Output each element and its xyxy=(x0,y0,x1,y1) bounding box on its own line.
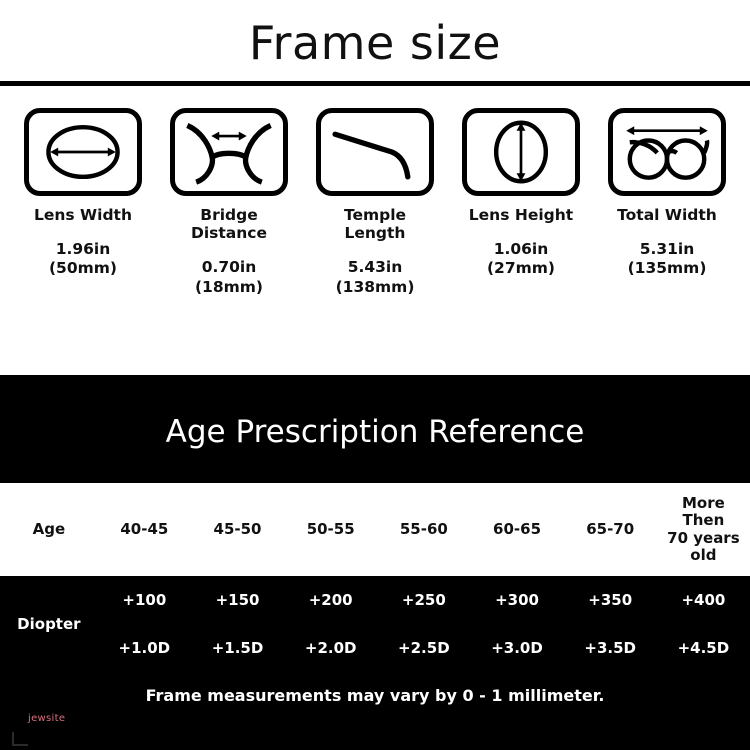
watermark: jewsite xyxy=(28,713,66,724)
diopter-d-cell: +3.5D xyxy=(584,639,636,658)
spec-list xyxy=(0,86,750,297)
header-age-range: 60-65 xyxy=(493,519,542,538)
lens-width-icon xyxy=(24,108,142,196)
spec-value-inches: 1.96in xyxy=(55,239,111,258)
spec-label: Lens Width xyxy=(34,205,132,224)
table-row-diopter-numeric xyxy=(0,576,750,624)
header-age-range: 40-45 xyxy=(120,519,169,538)
diopter-d-cell: +2.5D xyxy=(398,639,450,658)
header-row-label: Age xyxy=(32,519,66,538)
spec-label: Total Width xyxy=(617,205,717,224)
diopter-d-cell: +2.0D xyxy=(304,639,357,658)
header-age-range-last xyxy=(657,483,750,576)
body-row-label: Diopter xyxy=(17,615,81,634)
age-prescription-section xyxy=(0,375,750,750)
spec-label: Lens Height xyxy=(468,205,574,224)
spec-value xyxy=(49,240,117,279)
spec-item-lens-width xyxy=(10,108,156,297)
spec-value xyxy=(628,240,707,279)
diopter-numeric-cell: +300 xyxy=(495,591,539,610)
corner-crop-mark xyxy=(12,732,28,746)
age-prescription-title: Age Prescription Reference xyxy=(165,414,585,450)
total-width-icon xyxy=(608,108,726,196)
spec-value xyxy=(487,240,555,279)
table-row-diopter-d xyxy=(0,624,750,672)
spec-item-bridge-distance xyxy=(156,108,302,297)
spec-value-mm: (50mm) xyxy=(48,259,118,278)
diopter-numeric-cell: +200 xyxy=(308,591,353,610)
spec-value-mm: (135mm) xyxy=(627,259,707,278)
diopter-numeric-cell: +350 xyxy=(588,591,633,610)
table-header-row xyxy=(0,483,750,576)
header-age-range-last-line1: More Then xyxy=(681,494,725,530)
diopter-d-cell: +4.5D xyxy=(677,639,730,658)
header-age-range: 50-55 xyxy=(306,519,355,538)
page-title: Frame size xyxy=(248,16,502,70)
spec-value-inches: 5.43in xyxy=(347,258,403,277)
spec-value-inches: 5.31in xyxy=(639,239,695,258)
spec-value xyxy=(195,258,263,297)
diopter-numeric-cell: +150 xyxy=(215,591,260,610)
header-age-range: 45-50 xyxy=(213,519,262,538)
diopter-d-cell: +3.0D xyxy=(491,639,543,658)
spec-label-line1: Bridge xyxy=(200,205,258,224)
lens-height-icon xyxy=(462,108,580,196)
spec-item-temple-length xyxy=(302,108,448,297)
spec-value-mm: (27mm) xyxy=(486,259,556,278)
spec-value-mm: (138mm) xyxy=(335,277,415,296)
header-age-range-last-line2: 70 years old xyxy=(667,528,740,564)
diopter-numeric-cell: +250 xyxy=(401,591,446,610)
spec-item-lens-height xyxy=(448,108,594,297)
age-prescription-table xyxy=(0,483,750,672)
spec-label-line2: Distance xyxy=(190,223,267,242)
measurement-note: Frame measurements may vary by 0 - 1 millimeter. xyxy=(145,686,605,706)
spec-label-line2: Length xyxy=(344,223,406,242)
temple-length-icon xyxy=(316,108,434,196)
diopter-d-cell: +1.5D xyxy=(211,639,264,658)
frame-size-section xyxy=(0,0,750,297)
spec-item-total-width xyxy=(594,108,740,297)
header-age-range: 55-60 xyxy=(399,519,448,538)
spec-label xyxy=(344,206,406,243)
spec-label-line1: Temple xyxy=(343,205,407,224)
spec-value-mm: (18mm) xyxy=(194,277,264,296)
spec-value-inches: 0.70in xyxy=(201,258,257,277)
header-age-range: 65-70 xyxy=(586,519,635,538)
spec-label xyxy=(191,206,267,243)
diopter-numeric-cell: +400 xyxy=(681,591,726,610)
diopter-numeric-cell: +100 xyxy=(122,591,167,610)
bridge-distance-icon xyxy=(170,108,288,196)
spec-value-inches: 1.06in xyxy=(493,239,549,258)
diopter-d-cell: +1.0D xyxy=(118,639,171,658)
spec-value xyxy=(336,258,415,297)
